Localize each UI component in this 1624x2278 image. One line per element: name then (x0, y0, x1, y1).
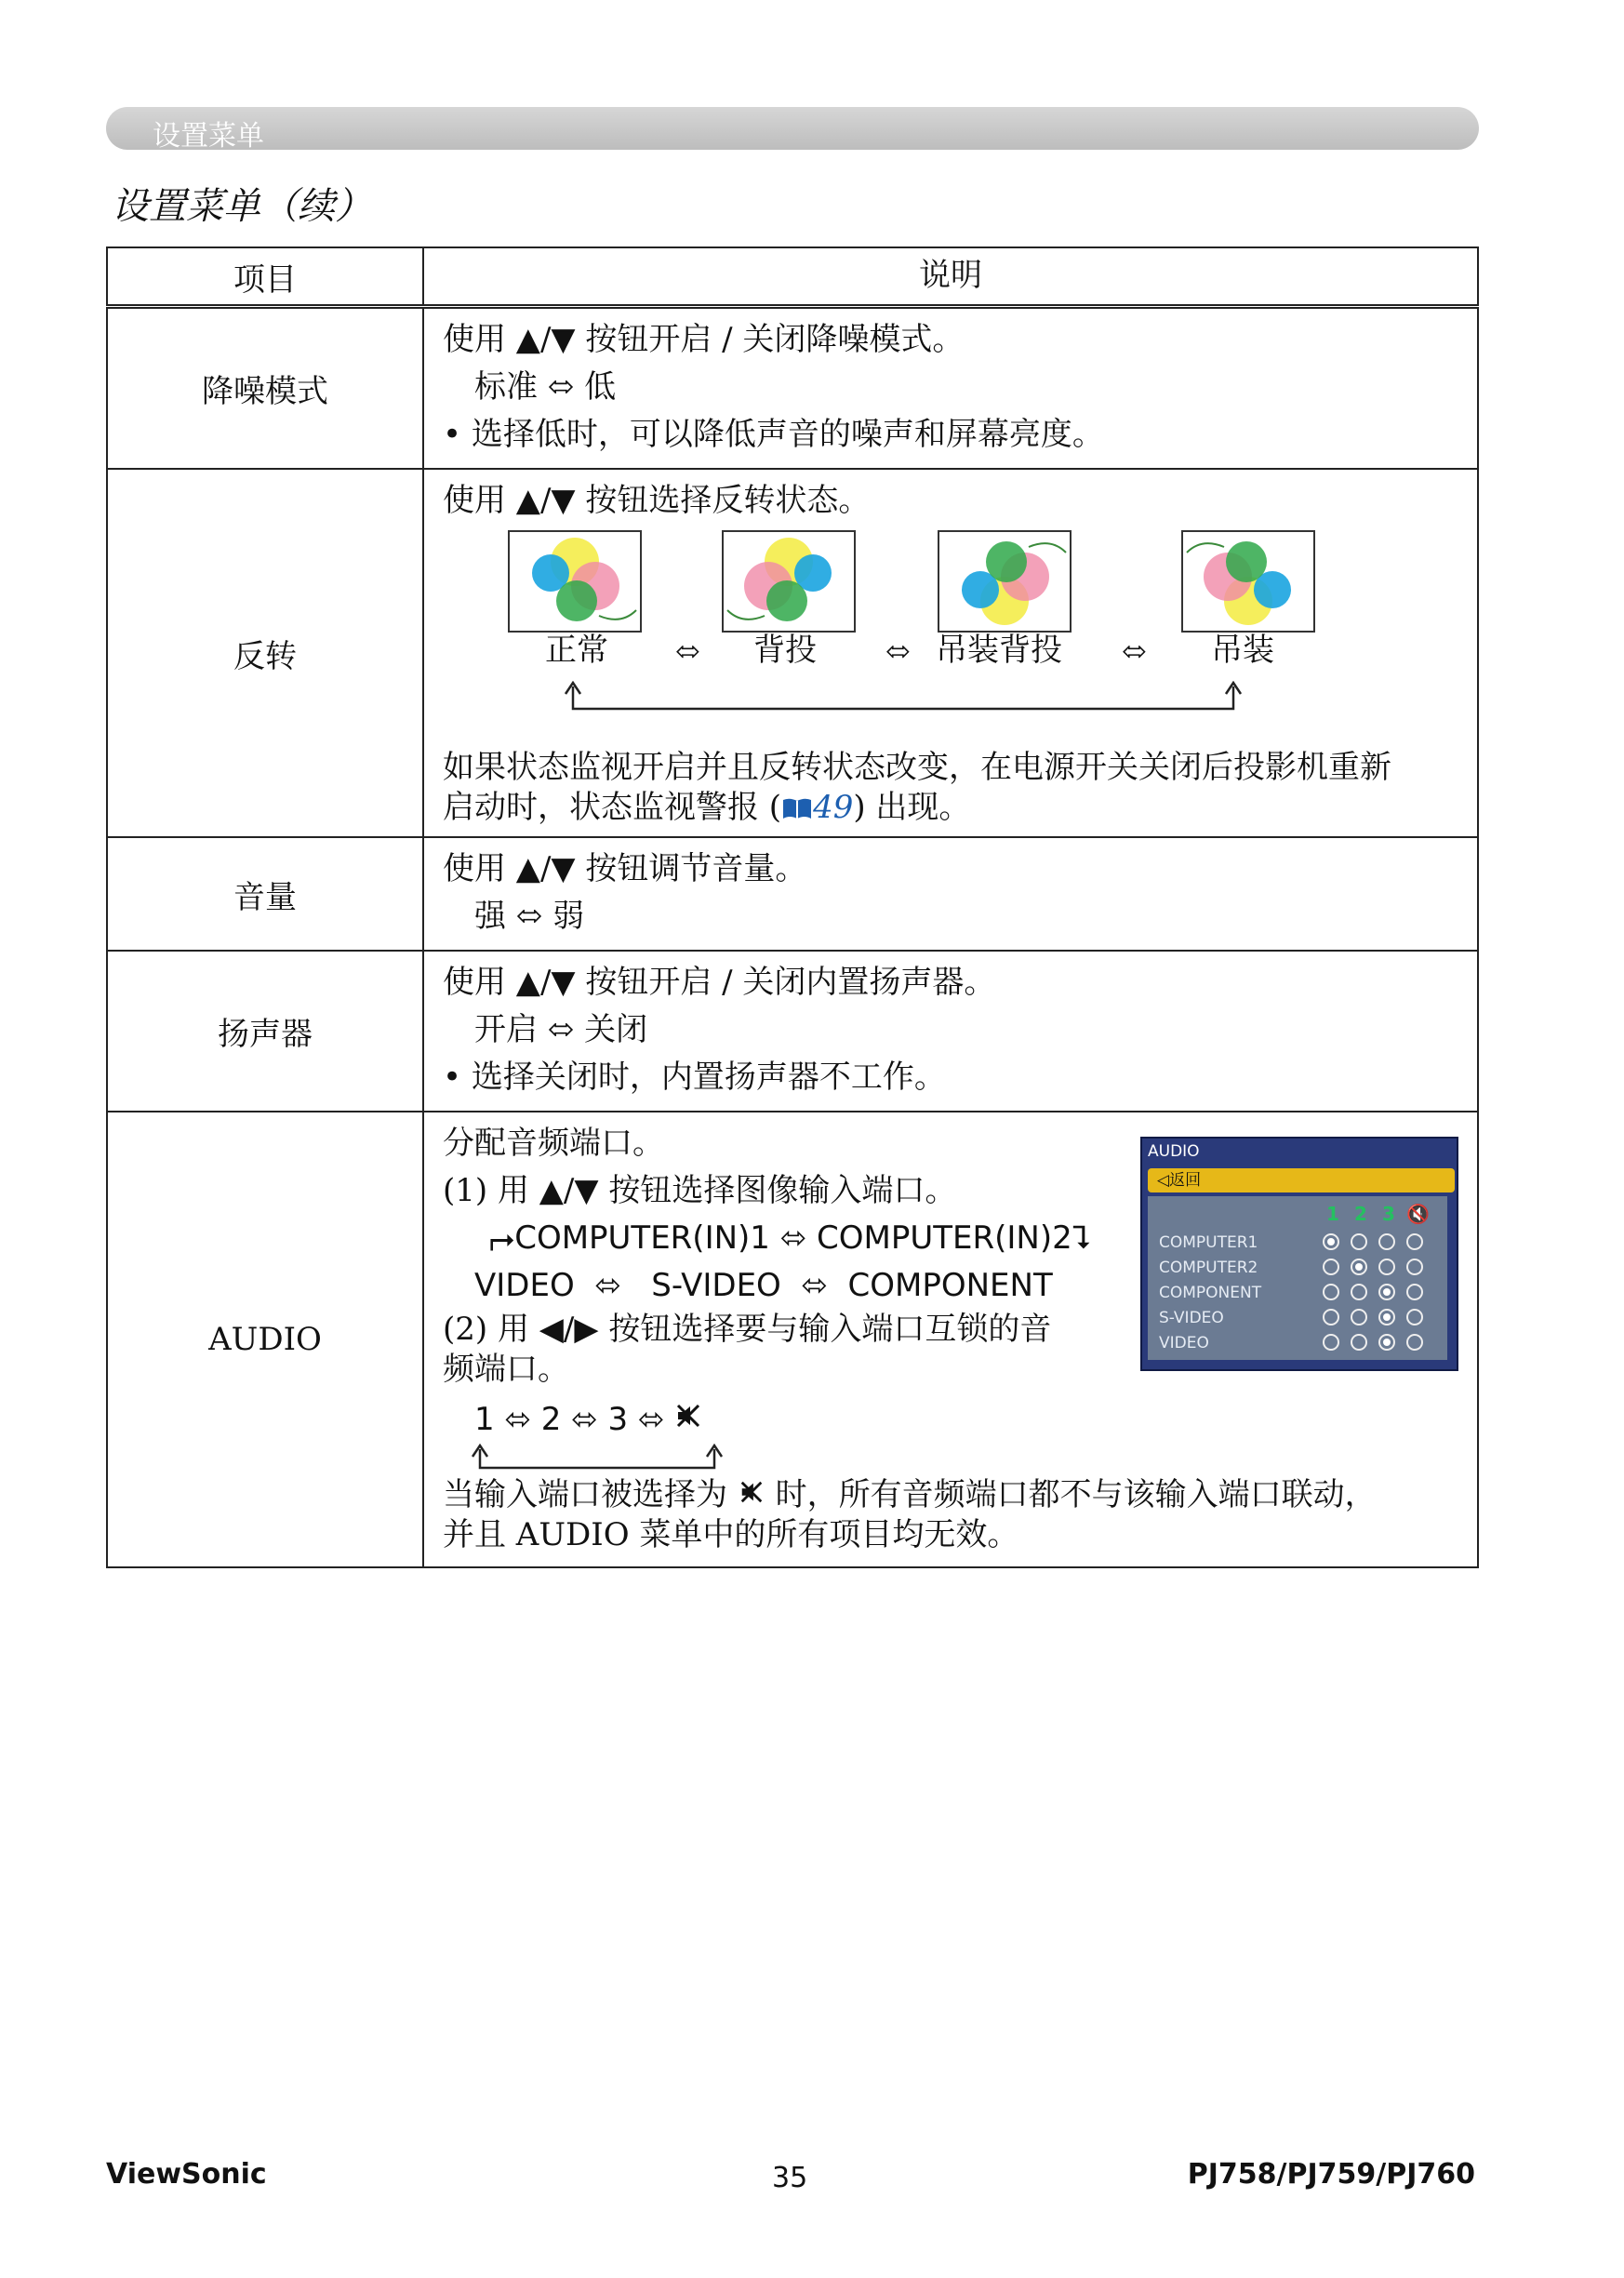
mirror-line1: 使用 ▲/▼ 按钮选择反转状态。 (443, 482, 871, 519)
audio-radio[interactable] (1406, 1259, 1423, 1275)
page-title: 设置菜单（续） (112, 185, 372, 228)
audio-port-cycle-text: 1 ⬄ 2 ⬄ 3 ⬄ (474, 1401, 665, 1438)
row-name-audio: AUDIO (107, 1112, 423, 1567)
mirror-label-ceiling: 吊装 (1211, 632, 1274, 669)
mirror-diagram (443, 525, 1462, 748)
audio-menu-back[interactable] (1148, 1168, 1455, 1192)
audio-line5-text: (2) 用 ◀/▶ 按钮选择要与输入端口互锁的音 (443, 1311, 1052, 1348)
mirror-arrow-3: ⬄ (1122, 633, 1147, 669)
audio-radio[interactable] (1351, 1233, 1367, 1250)
mirror-normal-image (508, 530, 642, 633)
back-arrow-icon: ◁ (1157, 1171, 1170, 1190)
audio-col-mute-icon: 🔇 (1406, 1203, 1430, 1225)
audio-radio[interactable] (1351, 1259, 1367, 1275)
audio-radio[interactable] (1351, 1284, 1367, 1300)
row-desc-audio (423, 1112, 1478, 1567)
audio-radio[interactable] (1323, 1259, 1339, 1275)
settings-table (106, 246, 1479, 1568)
audio-inputs-text1: COMPUTER(IN)1 ⬄ COMPUTER(IN)2 (514, 1219, 1072, 1257)
volume-options: 强 ⬄ 弱 (474, 898, 585, 935)
audio-inputs-row2: VIDEO ⬄ S-VIDEO ⬄ COMPONENT (474, 1267, 1053, 1304)
speaker-note: • 选择关闭时，内置扬声器不工作。 (443, 1059, 946, 1096)
audio-note (443, 1475, 1462, 1554)
book-icon (781, 791, 813, 815)
footer-model: PJ758/PJ759/PJ760 (1187, 2158, 1475, 2191)
noise-note: • 选择低时，可以降低声音的噪声和屏幕亮度。 (443, 416, 1104, 453)
col-header-item: 项目 (107, 247, 423, 307)
mirror-arrow-1: ⬄ (675, 633, 700, 669)
audio-menu-screenshot (1140, 1137, 1458, 1371)
audio-menu-grid (1148, 1196, 1447, 1360)
speaker-line1: 使用 ▲/▼ 按钮开启 / 关闭内置扬声器。 (443, 964, 996, 1001)
audio-note-1: 当输入端口被选择为 (443, 1476, 727, 1513)
audio-note-1b: 时，所有音频端口都不与该输入端口联动， (775, 1476, 1377, 1513)
section-header-label: 设置菜单 (153, 120, 264, 153)
audio-col-1: 1 (1326, 1203, 1339, 1225)
audio-radio[interactable] (1406, 1284, 1423, 1300)
audio-radio[interactable] (1378, 1334, 1395, 1351)
mirror-loop-arrow (564, 681, 1252, 718)
audio-row-label: S-VIDEO (1159, 1309, 1224, 1327)
audio-radio[interactable] (1406, 1233, 1423, 1250)
audio-radio[interactable] (1406, 1309, 1423, 1326)
col-header-desc: 说明 (423, 247, 1478, 307)
mirror-note-1: 如果状态监视开启并且反转状态改变，在电源开关关闭后投影机重新 (443, 749, 1391, 786)
section-header-bar (106, 107, 1479, 153)
footer-page-number: 35 (772, 2162, 808, 2194)
row-name-speaker: 扬声器 (107, 951, 423, 1112)
row-name-mirror: 反转 (107, 469, 423, 837)
audio-radio[interactable] (1406, 1334, 1423, 1351)
table-row-volume (107, 837, 1478, 951)
volume-line1: 使用 ▲/▼ 按钮调节音量。 (443, 850, 807, 887)
audio-radio[interactable] (1323, 1233, 1339, 1250)
audio-radio[interactable] (1351, 1334, 1367, 1351)
table-row-speaker (107, 951, 1478, 1112)
table-row-audio (107, 1112, 1478, 1567)
noise-options: 标准 ⬄ 低 (474, 368, 617, 406)
audio-row-label: COMPUTER2 (1159, 1259, 1258, 1277)
mute-icon-inline (738, 1476, 765, 1513)
mirror-note-2: 启动时，状态监视警报 ( (443, 788, 782, 826)
audio-note-2: 并且 AUDIO 菜单中的所有项目均无效。 (443, 1515, 1019, 1553)
mirror-ceiling-image (1181, 530, 1315, 633)
mirror-note-ref[interactable]: 49 (813, 788, 854, 826)
table-row-mirror (107, 469, 1478, 837)
audio-menu-back-label: 返回 (1169, 1171, 1202, 1190)
audio-loop-arrow (471, 1444, 731, 1475)
mirror-label-rear: 背投 (753, 632, 817, 669)
speaker-options: 开启 ⬄ 关闭 (474, 1011, 648, 1048)
row-name-volume: 音量 (107, 837, 423, 951)
footer-brand: ViewSonic (106, 2158, 267, 2191)
audio-line6-text: 频端口。 (443, 1350, 569, 1388)
audio-radio[interactable] (1378, 1309, 1395, 1326)
mirror-label-normal: 正常 (545, 632, 608, 669)
audio-row-label: COMPUTER1 (1159, 1233, 1258, 1252)
loop-start-icon: ⮣ (489, 1219, 515, 1257)
row-desc-speaker (423, 951, 1478, 1112)
audio-radio[interactable] (1323, 1309, 1339, 1326)
mirror-rear-image (722, 530, 856, 633)
audio-port-cycle (443, 1396, 1462, 1444)
audio-row-label: VIDEO (1159, 1334, 1209, 1352)
mirror-note-3: ) 出现。 (853, 788, 971, 826)
row-desc-noise (423, 307, 1478, 470)
table-row-noise (107, 307, 1478, 470)
audio-radio[interactable] (1378, 1233, 1395, 1250)
audio-line2: (1) 用 ▲/▼ 按钮选择图像输入端口。 (443, 1172, 957, 1209)
noise-line1: 使用 ▲/▼ 按钮开启 / 关闭降噪模式。 (443, 321, 965, 358)
audio-radio[interactable] (1323, 1334, 1339, 1351)
row-desc-volume (423, 837, 1478, 951)
row-name-noise: 降噪模式 (107, 307, 423, 470)
audio-line1: 分配音频端口。 (443, 1125, 664, 1162)
audio-radio[interactable] (1323, 1284, 1339, 1300)
mirror-arrow-2: ⬄ (885, 633, 911, 669)
audio-row-label: COMPONENT (1159, 1284, 1262, 1302)
mirror-label-ceiling-rear: 吊装背投 (936, 632, 1062, 669)
row-desc-mirror (423, 469, 1478, 837)
audio-radio[interactable] (1351, 1309, 1367, 1326)
audio-menu-title: AUDIO (1148, 1142, 1200, 1161)
mirror-ceiling-rear-image (938, 530, 1072, 633)
audio-radio[interactable] (1378, 1284, 1395, 1300)
audio-radio[interactable] (1378, 1259, 1395, 1275)
loop-end-icon: ⮧ (1072, 1219, 1091, 1257)
table-header-row (107, 247, 1478, 307)
audio-col-2: 2 (1354, 1203, 1367, 1225)
mute-icon (674, 1401, 702, 1438)
mirror-note (443, 748, 1462, 827)
audio-col-3: 3 (1382, 1203, 1395, 1225)
